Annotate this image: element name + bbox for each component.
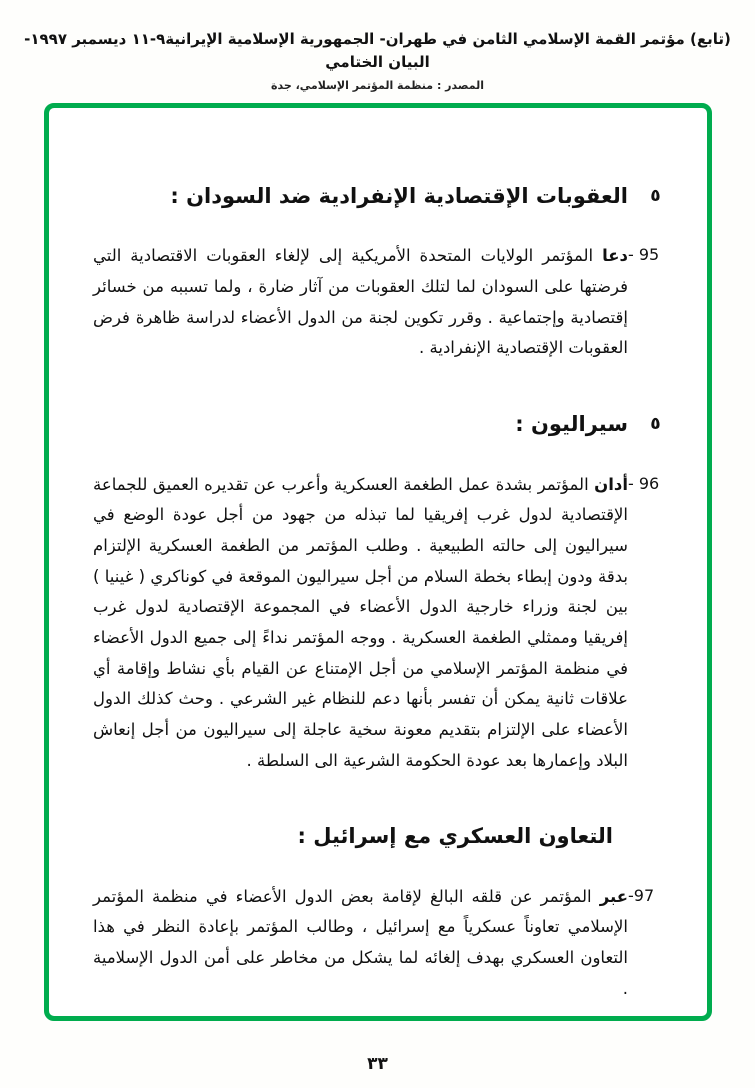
- section-title: العقوبات الإقتصادية الإنفرادية ضد السودان :: [170, 184, 628, 208]
- paragraph-lead: أدان: [594, 474, 628, 494]
- section-heading-sierra-leone: [93, 410, 683, 439]
- paragraph-text: [93, 241, 628, 364]
- paragraph-body: المؤتمر بشدة عمل الطغمة العسكرية وأعرب عن تقديره العميق للجماعة الإقتصادية لدول غرب إفريقيا لما تبذله من جهود من أجل عودة الوضع في سيراليون إلى حالته الطبيعية . وطلب المؤتمر من الطغمة العسكرية الإلتزام بدقة ودون إبطاء بخطة السلام من أجل سيراليون الموقعة في كوناكري ( غينيا ) بين لجنة وزراء خارجية الدول الأعضاء في المجموعة الإقتصادية لدول غرب إفريقيا وممثلي الطغمة العسكرية . ووجه المؤتمر نداءً إلى جميع الدول الأعضاء في منظمة المؤتمر الإسلامي من أجل الإمتناع عن القيام بأي نشاط وإقامة أي علاقات ثانية يمكن أن تفسر بأنها دعم للنظام غير الشرعي . وحث كذلك الدول الأعضاء على الإلتزام بتقديم معونة سخية عاجلة إلى سيراليون من أجل إنعاش البلاد وإعمارها بعد عودة الحكومة الشرعية الى السلطة .: [93, 474, 628, 770]
- content-frame: [44, 103, 712, 1021]
- header-title: (تابع) مؤتمر القمة الإسلامي الثامن في طهران- الجمهورية الإسلامية الإيرانية٩-١١ ديسمبر ١٩٩٧- البيان الختامي: [24, 30, 731, 71]
- paragraph-lead: عبر: [599, 886, 628, 906]
- paragraph-body: المؤتمر عن قلقه البالغ لإقامة بعض الدول الأعضاء في منظمة المؤتمر الإسلامي تعاوناً عسكرياً مع إسرائيل ، وطالب المؤتمر بإعادة النظر في هذا التعاون العسكري بهدف إلغائه لما يشكل من مخاطر على أمن الدول الإسلامية .: [93, 886, 628, 998]
- page-number: ٣٣: [367, 1054, 388, 1074]
- section-title: سيراليون :: [515, 412, 628, 437]
- item-number: - 95: [628, 245, 660, 265]
- bullet-icon: ٥: [650, 186, 661, 206]
- paragraph-item-95: [93, 241, 683, 364]
- item-number: - 96: [628, 473, 660, 493]
- section-heading-israel-cooperation: [93, 822, 683, 851]
- paragraph-item-97: [93, 882, 683, 1005]
- header-source: المصدر : منظمة المؤتمر الإسلامي، جدة: [271, 79, 484, 92]
- document-header: [20, 28, 735, 92]
- paragraph-lead: دعا: [602, 246, 628, 266]
- paragraph-item-96: [93, 470, 683, 777]
- paragraph-text: [93, 882, 628, 1005]
- bullet-icon: ٥: [650, 414, 661, 435]
- section-title: التعاون العسكري مع إسرائيل :: [297, 824, 613, 849]
- section-heading-sudan-sanctions: [93, 182, 683, 211]
- paragraph-body: المؤتمر الولايات المتحدة الأمريكية إلى لإلغاء العقوبات الاقتصادية التي فرضتها على السودان لما لتلك العقوبات من آثار ضارة ، ولما تسببه من خسائر إقتصادية وإجتماعية . وقرر تكوين لجنة من الدول الأعضاء لدراسة ظاهرة فرض العقوبات الإقتصادية الإنفرادية .: [93, 246, 628, 358]
- paragraph-text: [93, 470, 628, 777]
- item-number: -97: [628, 885, 655, 905]
